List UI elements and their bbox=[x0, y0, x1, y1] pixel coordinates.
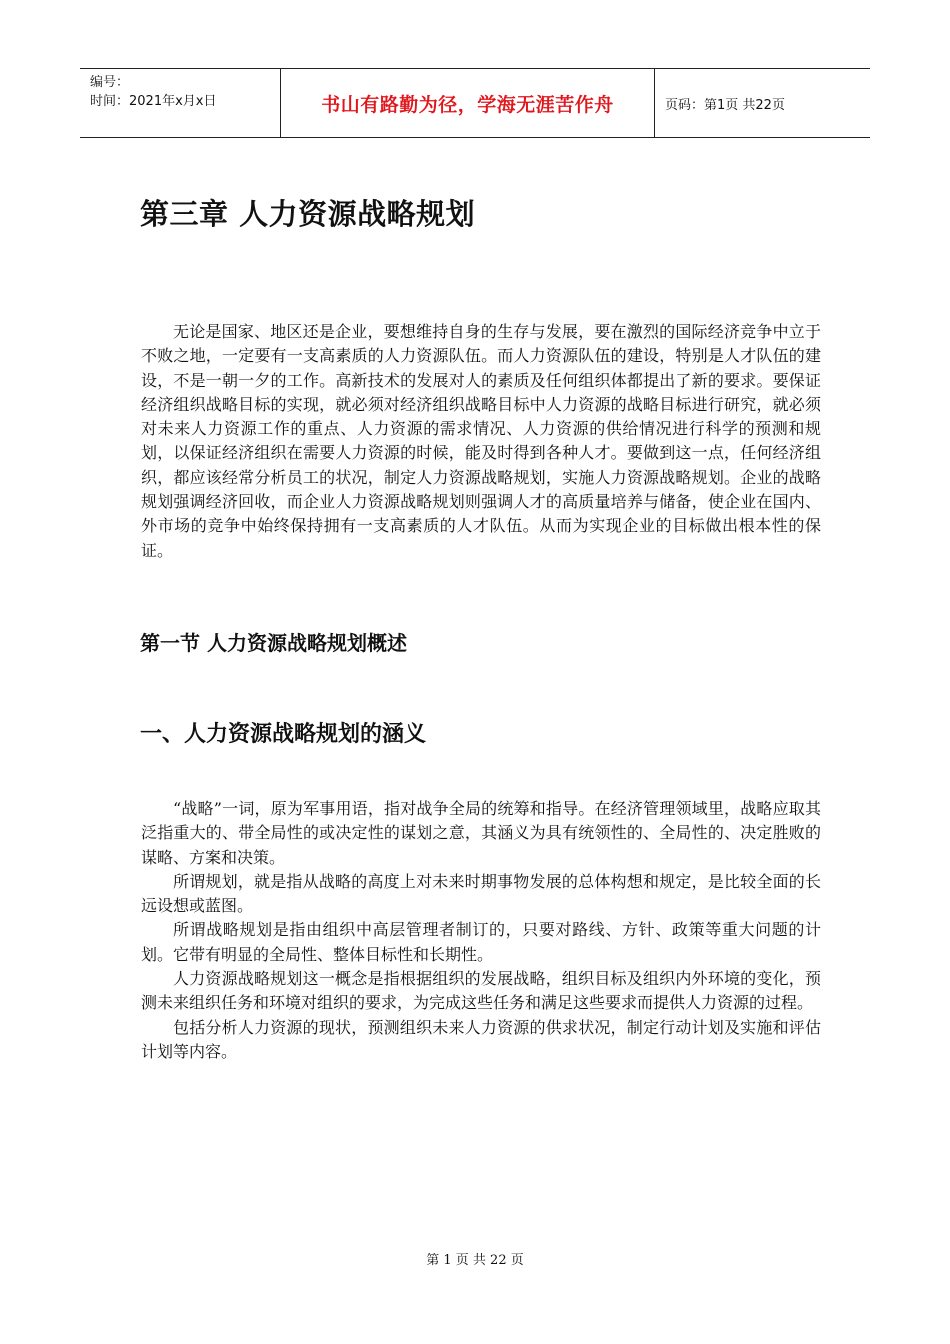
body-text bbox=[141, 797, 821, 1064]
header-meta bbox=[80, 69, 281, 137]
section-title: 第一节 人力资源战略规划概述 bbox=[140, 631, 407, 655]
header-motto: 书山有路勤为径，学海无涯苦作舟 bbox=[281, 69, 655, 137]
date-label: 时间：2021年x月x日 bbox=[90, 94, 217, 109]
body-paragraph: 人力资源战略规划这一概念是指根据组织的发展战略，组织目标及组织内外环境的变化，预测未来组织任务和环境对组织的要求，为完成这些任务和满足这些要求而提供人力资源的过程。 bbox=[141, 969, 821, 1013]
body-paragraph: 包括分析人力资源的现状，预测组织未来人力资源的供求状况，制定行动计划及实施和评估计划等内容。 bbox=[141, 1017, 821, 1061]
body-paragraph: 所谓战略规划是指由组织中高层管理者制订的，只要对路线、方针、政策等重大问题的计划。它带有明显的全局性、整体目标性和长期性。 bbox=[141, 920, 821, 964]
number-label: 编号： bbox=[90, 75, 130, 90]
chapter-title: 第三章 人力资源战略规划 bbox=[140, 197, 476, 231]
body-paragraph: 所谓规划，就是指从战略的高度上对未来时期事物发展的总体构想和规定，是比较全面的长远设想或蓝图。 bbox=[141, 871, 821, 916]
subsection-title: 一、人力资源战略规划的涵义 bbox=[140, 722, 427, 747]
page-header bbox=[80, 68, 870, 138]
header-page-label: 页码：第1页 共22页 bbox=[665, 97, 785, 113]
body-paragraph: “战略”一词，原为军事用语，指对战争全局的统筹和指导。在经济管理领域里，战略应取其泛指重大的、带全局性的或决定性的谋划之意，其涵义为具有统领性的、全局性的、决定胜败的谋略、方案和决策。 bbox=[141, 799, 821, 867]
page-footer: 第 1 页 共 22 页 bbox=[426, 1253, 524, 1268]
intro-paragraph: 无论是国家、地区还是企业，要想维持自身的生存与发展，要在激烈的国际经济竞争中立于不败之地，一定要有一支高素质的人力资源队伍。而人力资源队伍的建设，特别是人才队伍的建设，不是一朝一夕的工作。高新技术的发展对人的素质及任何组织体都提出了新的要求。要保证经济组织战略目标的实现，就必须对经济组织战略目标中人力资源的战略目标进行研究，就必须对未来人力资源工作的重点、人力资源的需求情况、人力资源的供给情况进行科学的预测和规划，以保证经济组织在需要人力资源的时候，能及时得到各种人才。要做到这一点，任何经济组织，都应该经常分析员工的状况，制定人力资源战略规划，实施人力资源战略规划。企业的战略规划强调经济回收，而企业人力资源战略规划则强调人才的高质量培养与储备，使企业在国内、外市场的竞争中始终保持拥有一支高素质的人才队伍。从而为实现企业的目标做出根本性的保证。 bbox=[141, 322, 821, 560]
